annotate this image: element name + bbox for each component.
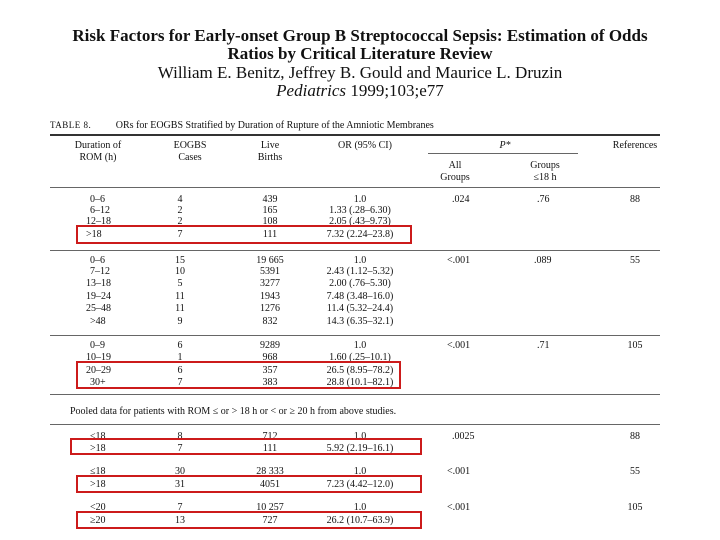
title-line-2: Ratios by Critical Literature Review — [227, 44, 493, 63]
p-all-cell: <.001 — [447, 502, 471, 513]
duration-cell: ≥20 — [90, 515, 106, 526]
col-header-cases: EOGBS Cases — [173, 140, 207, 163]
births-cell: 5391 — [260, 266, 280, 277]
duration-cell: 30+ — [90, 377, 106, 388]
cases-cell: 15 — [175, 255, 185, 266]
births-cell: 1943 — [260, 291, 280, 302]
p-groups-cell: .76 — [537, 194, 550, 205]
or-cell: 1.0 — [353, 340, 367, 351]
births-cell: 1276 — [260, 303, 280, 314]
births-cell: 10 257 — [256, 502, 284, 513]
p-all-cell: .024 — [452, 194, 470, 205]
citation-details: 1999;103;e77 — [350, 81, 444, 100]
or-cell: 5.92 (2.19–16.1) — [326, 443, 394, 454]
duration-cell: 13–18 — [86, 278, 111, 289]
cases-cell: 6 — [177, 365, 183, 376]
births-cell: 3277 — [260, 278, 280, 289]
cases-cell: 31 — [175, 479, 185, 490]
duration-cell: <20 — [90, 502, 106, 513]
header-bottom-rule — [50, 187, 660, 188]
cases-cell: 2 — [177, 205, 183, 216]
duration-cell: ≤18 — [90, 431, 106, 442]
cases-cell: 5 — [177, 278, 183, 289]
highlight-box-rows-20plus — [76, 361, 401, 389]
or-cell: 2.05 (.43–9.73) — [329, 216, 391, 227]
or-cell: 11.4 (5.32–24.4) — [326, 303, 394, 314]
reference-cell: 88 — [630, 194, 640, 205]
or-cell: 28.8 (10.1–82.1) — [326, 377, 394, 388]
highlight-box-pooled-3 — [76, 511, 422, 529]
births-cell: 9289 — [260, 340, 280, 351]
block-rule-4 — [50, 424, 660, 425]
reference-cell: 88 — [630, 431, 640, 442]
or-cell: 1.0 — [353, 431, 367, 442]
or-cell: 2.00 (.76–5.30) — [329, 278, 391, 289]
col-header-groups-18: Groups ≤18 h — [530, 160, 560, 183]
duration-cell: 6–12 — [90, 205, 110, 216]
table-label: TABLE 8. — [50, 120, 92, 130]
cases-cell: 7 — [177, 377, 183, 388]
col-header-references: References — [612, 140, 658, 151]
duration-cell: 0–6 — [90, 194, 105, 205]
p-groups-cell: .089 — [534, 255, 552, 266]
births-cell: 968 — [262, 352, 278, 363]
cases-cell: 7 — [177, 229, 183, 240]
pooled-note: Pooled data for patients with ROM ≤ or > 18 h or < or ≥ 20 h from above studies. — [70, 406, 397, 417]
births-cell: 165 — [262, 205, 278, 216]
births-cell: 111 — [262, 443, 278, 454]
duration-cell: 0–9 — [90, 340, 105, 351]
title-line-1: Risk Factors for Early-onset Group B Streptococcal Sepsis: Estimation of Odds — [72, 26, 648, 45]
reference-cell: 105 — [627, 340, 643, 351]
or-cell: 1.0 — [353, 194, 367, 205]
cases-cell: 7 — [177, 502, 183, 513]
births-cell: 712 — [262, 431, 278, 442]
duration-cell: >18 — [90, 479, 106, 490]
citation-line — [0, 82, 720, 99]
p-all-cell: <.001 — [447, 466, 471, 477]
table-caption — [50, 120, 434, 131]
births-cell: 19 665 — [256, 255, 284, 266]
or-cell: 26.2 (10.7–63.9) — [326, 515, 394, 526]
births-cell: 383 — [262, 377, 278, 388]
cases-cell: 13 — [175, 515, 185, 526]
p-header-rule — [428, 153, 578, 154]
col-header-or: OR (95% CI) — [338, 140, 392, 151]
duration-cell: 7–12 — [90, 266, 110, 277]
reference-cell: 55 — [630, 466, 640, 477]
or-cell: 2.43 (1.12–5.32) — [326, 266, 394, 277]
journal-name: Pediatrics — [276, 81, 347, 100]
cases-cell: 8 — [177, 431, 183, 442]
highlight-box-pooled-2 — [76, 475, 422, 493]
or-cell: 1.33 (.28–6.30) — [329, 205, 391, 216]
highlight-box-pooled-1 — [70, 438, 422, 455]
births-cell: 357 — [262, 365, 278, 376]
cases-cell: 6 — [177, 340, 183, 351]
or-cell: 7.32 (2.24–23.8) — [326, 229, 394, 240]
duration-cell: 20–29 — [86, 365, 111, 376]
block-rule-3 — [50, 394, 660, 395]
or-cell: 1.0 — [353, 466, 367, 477]
p-all-cell: .0025 — [452, 431, 475, 442]
block-rule-2 — [50, 335, 660, 336]
cases-cell: 11 — [175, 303, 185, 314]
births-cell: 727 — [262, 515, 278, 526]
births-cell: 111 — [262, 229, 278, 240]
block-rule-1 — [50, 250, 660, 251]
births-cell: 28 333 — [256, 466, 284, 477]
births-cell: 4051 — [260, 479, 280, 490]
cases-cell: 10 — [175, 266, 185, 277]
table-caption-text: ORs for EOGBS Stratified by Duration of Rupture of the Amniotic Membranes — [115, 120, 434, 131]
reference-cell: 55 — [630, 255, 640, 266]
p-groups-cell: .71 — [537, 340, 550, 351]
duration-cell: >48 — [90, 316, 106, 327]
cases-cell: 7 — [177, 443, 183, 454]
cases-cell: 30 — [175, 466, 185, 477]
duration-cell: 0–6 — [90, 255, 105, 266]
p-all-cell: <.001 — [447, 340, 471, 351]
duration-cell: 25–48 — [86, 303, 111, 314]
or-cell: 1.0 — [353, 255, 367, 266]
col-header-duration: Duration of ROM (h) — [74, 140, 122, 163]
duration-cell: >18 — [90, 443, 106, 454]
duration-cell: 19–24 — [86, 291, 111, 302]
table-top-rule — [50, 134, 660, 136]
or-cell: 7.48 (3.48–16.0) — [326, 291, 394, 302]
p-all-cell: <.001 — [447, 255, 471, 266]
births-cell: 108 — [262, 216, 278, 227]
or-cell: 26.5 (8.95–78.2) — [326, 365, 394, 376]
or-cell: 1.0 — [353, 502, 367, 513]
cases-cell: 4 — [177, 194, 183, 205]
cases-cell: 2 — [177, 216, 183, 227]
births-cell: 439 — [262, 194, 278, 205]
authors: William E. Benitz, Jeffrey B. Gould and Maurice L. Druzin — [157, 63, 563, 82]
highlight-box-row-18h — [76, 225, 412, 244]
or-cell: 7.23 (4.42–12.0) — [326, 479, 394, 490]
col-header-births: Live Births — [257, 140, 283, 163]
col-header-all-groups: All Groups — [440, 160, 470, 183]
duration-cell: ≤18 — [90, 466, 106, 477]
duration-cell: 10–19 — [86, 352, 111, 363]
col-header-p: P* — [499, 140, 511, 151]
cases-cell: 1 — [177, 352, 183, 363]
duration-cell: 12–18 — [86, 216, 111, 227]
cases-cell: 9 — [177, 316, 183, 327]
reference-cell: 105 — [627, 502, 643, 513]
or-cell: 1.60 (.25–10.1) — [329, 352, 391, 363]
cases-cell: 11 — [175, 291, 185, 302]
or-cell: 14.3 (6.35–32.1) — [326, 316, 394, 327]
births-cell: 832 — [262, 316, 278, 327]
duration-cell: >18 — [86, 229, 102, 240]
